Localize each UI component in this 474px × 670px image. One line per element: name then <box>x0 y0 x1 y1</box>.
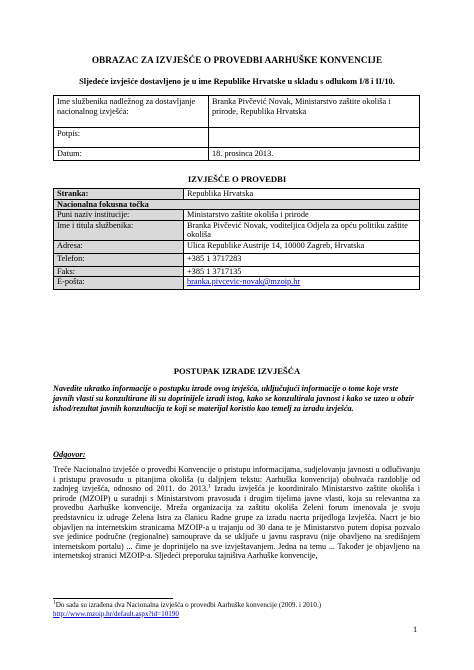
phone-label: Telefon: <box>54 253 184 266</box>
submission-table <box>53 95 420 161</box>
official-label: Ime službenika nadležnog za dostavljanje nacionalnog izvješća: <box>54 96 209 128</box>
official-title-label: Ime i titula službenika: <box>54 220 184 240</box>
answer-body-part1: Treće Nacionalno izvješće o provedbi Konvencije o pristupu informacijama, sudjelovanju javnosti u odlučivanju i pristupu pravosuđu u pitanjima okoliša (u daljnjem tekstu: Aarhuška konvencija) obuhvaća razdoblje od zadnjeg izvješća, odnosno od 2011. do 2013. <box>53 465 420 494</box>
signature-label: Potpis: <box>54 128 209 148</box>
instructions-text: Navedite ukratko informacije o postupku izrade ovog izvješća, uključujući informacije o tome koje vrste javnih vlasti su konzultirane ili su doprinijele izradi istog, kako se konzultirala javnost i kako se uzeo u obzir ishod/rezultat javnih konzultacija te koji se materijal koristio kao temelj za izradu izvješća. <box>53 384 414 414</box>
focal-point-heading: Nacionalna fokusna točka <box>54 199 420 210</box>
email-label: E-pošta: <box>54 277 184 290</box>
institution-label: Puni naziv institucije: <box>54 210 184 221</box>
date-value: 18. prosinca 2013. <box>209 148 420 161</box>
footnote <box>53 601 423 619</box>
address-value: Ulica Republike Austrije 14, 10000 Zagreb, Hrvatska <box>184 240 420 253</box>
fax-value: +385 1 3717135 <box>184 266 420 277</box>
fax-label: Faks: <box>54 266 184 277</box>
report-title: IZVJEŠĆE O PROVEDBI <box>187 174 287 184</box>
footnote-link[interactable]: http://www.mzoip.hr/default.aspx?id=10190 <box>53 610 179 618</box>
footnote-number: 1 <box>53 599 56 606</box>
address-label: Adresa: <box>54 240 184 253</box>
footnote-divider <box>53 598 173 599</box>
answer-body <box>53 465 420 561</box>
signature-value <box>209 128 420 148</box>
procedure-title: POSTUPAK IZRADE IZVJEŠĆA <box>173 366 301 376</box>
party-label: Stranka: <box>54 189 184 200</box>
document-title: OBRAZAC ZA IZVJEŠĆE O PROVEDBI AARHUŠKE KONVENCIJE <box>91 55 383 65</box>
email-link[interactable]: branka.pivcevic-novak@mzoip.hr <box>187 277 301 286</box>
page-number: 1 <box>413 625 418 634</box>
official-value: Branka Pivčević Novak, Ministarstvo zaštite okoliša i prirode, Republika Hrvatska <box>209 96 420 128</box>
official-title-value: Branka Pivčević Novak, voditeljica Odjela za opću politiku zaštite okoliša <box>184 220 420 240</box>
institution-value: Ministarstvo zaštite okoliša i prirode <box>184 210 420 221</box>
answer-label: Odgovor: <box>53 450 86 459</box>
party-value: Republika Hrvatska <box>184 189 420 200</box>
footnote-text: Do sada su izrađena dva Nacionalna izvješća o provedbi Aarhuške konvencije (2009. i 2010.) <box>55 601 322 609</box>
document-subtitle: Sljedeće izvješće dostavljeno je u ime Republike Hrvatske u skladu s odlukom I/8 i II/10. <box>79 77 395 86</box>
phone-value: +385 1 3717283 <box>184 253 420 266</box>
date-label: Datum: <box>54 148 209 161</box>
answer-body-part2: Izradu izvješća je koordiniralo Ministarstvo zaštite okoliša i prirode (MZOIP) u suradnji s Ministarstvom pravosuđa i drugim tijelima javne vlasti, koja su relevantna za provedbu Aarhuške konvencije. Mreža organizacija za zaštitu okoliša Zeleni forum imenovala je svoju predstavnicu iz udruge Zelena Istra za članicu Radne grupe za izradu nacrta prijedloga Izvješća. Nacrt je bio objavljen na internetskim stranicama MZOIP-a u trajanju od 30 dana te je Ministarstvo putem dopisa pozvalo sve jedinice područne (regionalne) samouprave da se uključe u javnu raspravu (nije obavljeno na središnjem internetskom portalu) ... čime je doprinijelo na sve izvještavanjem. Jedna na temu ... Također je objavljeno na internetskoj stranici MZOIP-a. Sljedeći preporuku tajništva Aarhuške konvencije, <box>53 484 420 561</box>
footnote-reference[interactable]: 1 <box>208 483 211 490</box>
report-table <box>53 188 420 290</box>
